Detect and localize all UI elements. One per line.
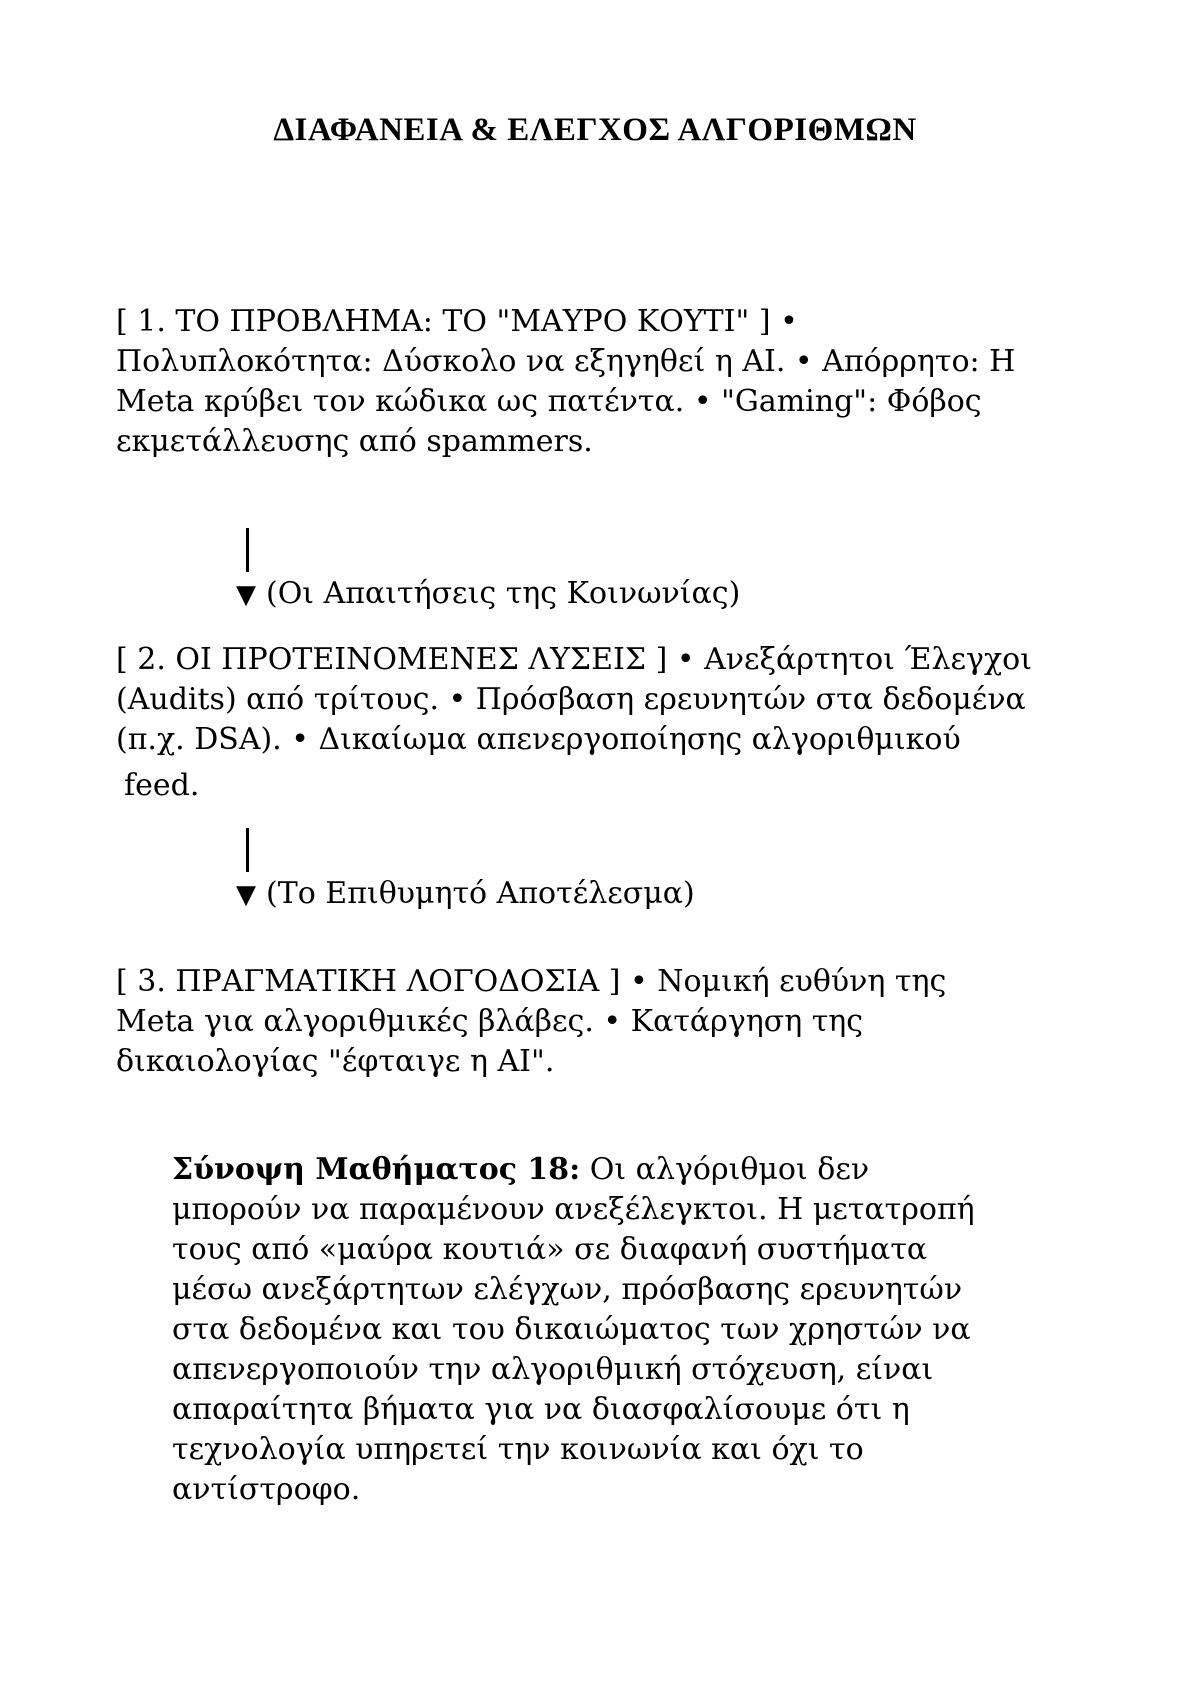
section-problem xyxy=(116,302,1096,462)
summary-line: απενεργοποιούν την αλγοριθμική στόχευση, είναι xyxy=(172,1352,934,1387)
arrow-label: (Το Επιθυμητό Αποτέλεσμα) xyxy=(266,876,695,911)
section-solutions-line: (Audits) από τρίτους. • Πρόσβαση ερευνητών στα δεδομένα xyxy=(116,682,1026,717)
summary-line: τους από «μαύρα κουτιά» σε διαφανή συστήματα xyxy=(172,1232,928,1267)
section-problem-line: [ 1. ΤΟ ΠΡΟΒΛΗΜΑ: ΤΟ "ΜΑΥΡΟ ΚΟΥΤΙ" ] • xyxy=(116,304,798,339)
summary-line: τεχνολογία υπηρετεί την κοινωνία και όχι το xyxy=(172,1432,864,1467)
lesson-summary xyxy=(172,1150,1072,1510)
summary-line: μπορούν να παραμένουν ανεξέλεγκτοι. Η μετατροπή xyxy=(172,1192,975,1227)
arrow-stem xyxy=(246,828,249,872)
section-problem-line: εκμετάλλευσης από spammers. xyxy=(116,424,593,459)
down-triangle-icon: ▼ xyxy=(236,580,256,610)
section-problem-line: Πολυπλοκότητα: Δύσκολο να εξηγηθεί η AI. • Απόρρητο: Η xyxy=(116,344,1016,379)
section-accountability-line: [ 3. ΠΡΑΓΜΑΤΙΚΗ ΛΟΓΟΔΟΣΙΑ ] • Νομική ευθύνη της xyxy=(116,964,947,999)
section-problem-line: Meta κρύβει τον κώδικα ως πατέντα. • "Gaming": Φόβος xyxy=(116,384,982,419)
summary-line: μέσω ανεξάρτητων ελέγχων, πρόσβασης ερευνητών xyxy=(172,1272,963,1307)
summary-first-line xyxy=(172,1150,1072,1190)
summary-text: Οι αλγόριθμοι δεν xyxy=(580,1152,870,1187)
down-triangle-icon: ▼ xyxy=(236,880,256,910)
summary-line: απαραίτητα βήματα για να διασφαλίσουμε ότι η xyxy=(172,1392,910,1427)
section-solutions-line: [ 2. ΟΙ ΠΡΟΤΕΙΝΟΜΕΝΕΣ ΛΥΣΕΙΣ ] • Ανεξάρτητοι Έλεγχοι xyxy=(116,642,1032,677)
section-solutions-line: (π.χ. DSA). • Δικαίωμα απενεργοποίησης αλγοριθμικού xyxy=(116,722,961,757)
page-title: ΔΙΑΦΑΝΕΙΑ & ΕΛΕΓΧΟΣ ΑΛΓΟΡΙΘΜΩΝ xyxy=(273,112,917,148)
section-solutions xyxy=(116,640,1096,806)
section-accountability-line: δικαιολογίας "έφταιγε η AI". xyxy=(116,1044,555,1079)
summary-line: στα δεδομένα και του δικαιώματος των χρηστών να xyxy=(172,1312,971,1347)
arrow-label: (Οι Απαιτήσεις της Κοινωνίας) xyxy=(266,576,741,611)
arrow-stem xyxy=(246,528,249,572)
section-solutions-line: feed. xyxy=(124,768,200,803)
section-accountability-line: Meta για αλγοριθμικές βλάβες. • Κατάργηση της xyxy=(116,1004,864,1039)
section-accountability xyxy=(116,962,1096,1082)
summary-line: αντίστροφο. xyxy=(172,1472,361,1507)
summary-heading: Σύνοψη Μαθήματος 18: xyxy=(172,1152,581,1187)
